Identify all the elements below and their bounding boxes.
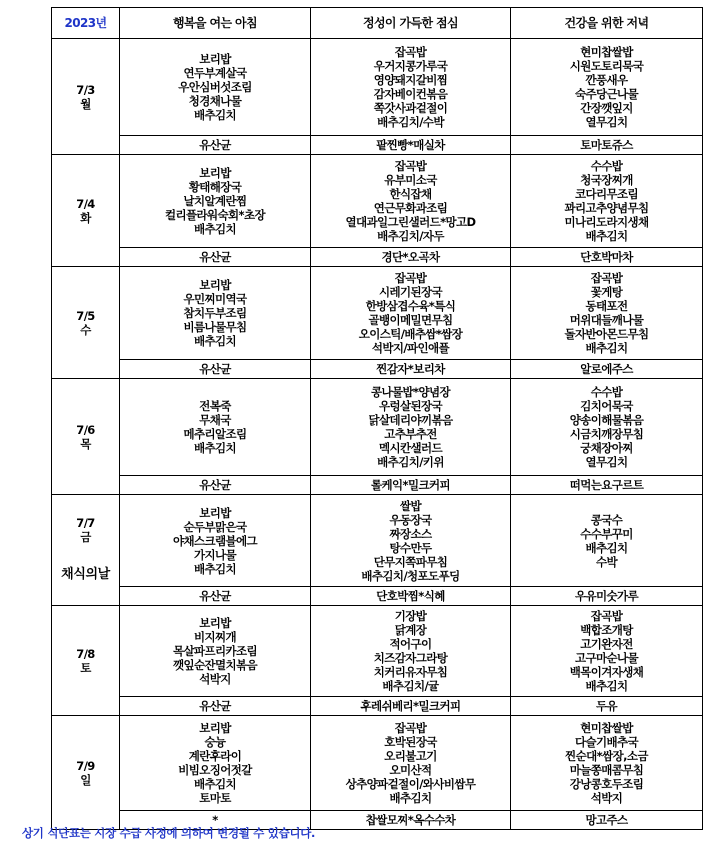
lunch-cell [311,716,511,811]
snack-row [52,476,703,495]
lunch-item: 우렁살된장국 [378,399,443,413]
dinner-item: 백합조개탕 [580,623,633,637]
breakfast-item: 비름나물무침 [183,320,247,334]
dinner-snack-cell: 단호박마차 [511,248,703,267]
breakfast-item: 배추김치 [193,108,237,122]
dinner-item: 콩국수 [590,512,623,527]
dinner-item: 수수밥 [590,159,623,173]
dinner-item: 미나리도라지생채 [564,215,649,229]
dinner-snack-cell: 망고주스 [511,811,703,830]
lunch-item: 석박지/파인애플 [371,341,450,355]
breakfast-item: 보리밥 [199,505,231,520]
dinner-item: 잡곡밥 [590,609,623,623]
day-date: 7/4 [76,196,95,211]
breakfast-cell [120,267,311,360]
breakfast-item: 비지찌개 [193,630,237,644]
dinner-item: 다슬기배추국 [574,735,639,749]
lunch-item: 단무지쪽파무침 [373,554,448,569]
breakfast-snack-cell: 유산균 [120,697,311,716]
breakfast-item: 우민찌미역국 [183,292,247,306]
dinner-item: 김치어묵국 [580,399,633,413]
breakfast-item: 무채국 [199,413,231,427]
dinner-header: 건강을 위한 저녁 [511,8,703,39]
day-row [52,267,703,360]
lunch-item: 닭계장 [394,623,427,637]
lunch-item: 쌀밥 [399,498,422,513]
lunch-item: 유부미소국 [384,173,437,187]
breakfast-item: 보리밥 [199,721,231,735]
breakfast-cell [120,155,311,248]
lunch-item: 잡곡밥 [394,271,427,285]
lunch-item: 연근무화과조림 [373,201,448,215]
dinner-item: 깐풍새우 [585,73,628,87]
day-date: 7/5 [76,308,95,323]
breakfast-item: 숭늉 [204,735,226,749]
footer-note: 상기 식단표는 시장 수급 사정에 의하여 변경될 수 있습니다. [22,826,316,840]
dinner-item: 궁채장아찌 [580,441,633,455]
breakfast-snack-cell: 유산균 [120,248,311,267]
lunch-header: 정성이 가득한 점심 [311,8,511,39]
snack-row [52,587,703,606]
lunch-item: 배추김치/키위 [377,455,444,469]
lunch-item: 우동장국 [389,512,432,527]
lunch-cell [311,379,511,476]
day-row [52,495,703,587]
year-header: 2023년 [52,8,120,39]
day-weekday: 일 [80,772,91,787]
dinner-item: 시금치깨장무침 [569,427,644,441]
lunch-cell [311,606,511,697]
table-header-row [52,8,703,39]
breakfast-snack-cell: * [120,811,311,830]
lunch-item: 탕수만두 [389,540,432,555]
dinner-item: 숙주당근나물 [574,87,639,101]
dinner-snack-cell: 토마토쥬스 [511,136,703,155]
lunch-item: 치커리유자무침 [373,665,448,679]
breakfast-snack-cell: 유산균 [120,360,311,379]
lunch-item: 적어구이 [389,637,432,651]
breakfast-item: 보리밥 [199,616,231,630]
dinner-item: 현미찹쌀밥 [580,721,633,735]
lunch-item: 잡곡밥 [394,159,427,173]
breakfast-cell [120,716,311,811]
dinner-cell [511,267,703,360]
lunch-snack-cell: 찹쌀모찌*옥수수차 [311,811,511,830]
dinner-snack-cell: 두유 [511,697,703,716]
lunch-item: 배추김치/청포도푸딩 [361,568,460,583]
lunch-item: 고추부추전 [384,427,437,441]
lunch-cell [311,155,511,248]
breakfast-item: 목살파프리카조림 [172,644,258,658]
dinner-cell [511,39,703,136]
lunch-item: 감자베이컨볶음 [373,87,448,101]
lunch-item: 영양돼지갈비찜 [373,73,448,87]
breakfast-item: 배추김치 [193,441,237,455]
dinner-snack-cell: 우유미숫가루 [511,587,703,606]
breakfast-item: 전복죽 [199,399,231,413]
dinner-item: 양송이해물볶음 [569,413,644,427]
day-date: 7/6 [76,422,95,437]
breakfast-snack-cell: 유산균 [120,587,311,606]
lunch-item: 시레기된장국 [378,285,443,299]
dinner-cell [511,155,703,248]
day-date: 7/9 [76,758,95,773]
day-label-cell [52,267,120,379]
day-row [52,155,703,248]
day-weekday: 금 [80,530,91,544]
breakfast-item: 배추김치 [193,561,237,576]
lunch-item: 골뱅이메밀면무침 [368,313,453,327]
breakfast-item: 비빔오징어젓갈 [178,763,252,777]
breakfast-item: 야채스크램블에그 [172,533,258,548]
breakfast-item: 메추리알조림 [183,427,247,441]
breakfast-item: 보리밥 [199,166,231,180]
day-date: 7/8 [76,646,95,661]
snack-row [52,697,703,716]
lunch-item: 호박된장국 [384,735,437,749]
dinner-cell [511,606,703,697]
day-special-label: 채식의날 [61,567,110,582]
lunch-snack-cell: 경단*오곡차 [311,248,511,267]
day-weekday: 토 [80,660,91,675]
lunch-snack-cell: 찐감자*보리차 [311,360,511,379]
dinner-item: 고기완자전 [580,637,633,651]
breakfast-item: 순두부맑은국 [183,519,247,534]
lunch-item: 짜장소스 [389,526,432,541]
dinner-item: 간장깻잎지 [580,101,633,115]
day-row [52,606,703,697]
dinner-item: 돌자반아몬드무침 [564,327,649,341]
dinner-item: 수수밥 [590,385,623,399]
dinner-snack-cell: 떠먹는요구르트 [511,476,703,495]
dinner-item: 열무김치 [585,455,628,469]
breakfast-item: 토마토 [199,791,231,805]
snack-row [52,360,703,379]
day-label-cell [52,495,120,606]
breakfast-item: 깻잎순잔멸치볶음 [172,658,258,672]
breakfast-item: 배추김치 [193,334,237,348]
day-row [52,716,703,811]
day-row [52,379,703,476]
lunch-item: 멕시칸샐러드 [378,441,443,455]
day-label-cell [52,379,120,495]
lunch-item: 잡곡밥 [394,721,427,735]
breakfast-item: 가지나물 [193,547,237,562]
dinner-item: 석박지 [590,791,623,805]
lunch-item: 닭살데리야끼볶음 [368,413,453,427]
breakfast-item: 배추김치 [193,777,237,791]
dinner-item: 배추김치 [585,229,628,243]
day-weekday: 월 [80,96,91,111]
day-row [52,39,703,136]
lunch-item: 열대과일그린샐러드*망고D [345,215,476,229]
snack-row [52,248,703,267]
dinner-cell [511,379,703,476]
day-weekday: 목 [80,436,91,451]
lunch-snack-cell: 팥찐빵*매실차 [311,136,511,155]
breakfast-item: 날치알계란찜 [183,194,247,208]
dinner-item: 꽈리고추양념무침 [564,201,649,215]
breakfast-item: 청경채나물 [188,94,242,108]
dinner-cell [511,716,703,811]
breakfast-item: 계란후라이 [188,749,242,763]
lunch-item: 오미산적 [389,763,432,777]
day-label-cell [52,716,120,830]
dinner-item: 청국장찌개 [580,173,633,187]
day-date: 7/3 [76,82,95,97]
dinner-item: 꽃게탕 [590,285,623,299]
lunch-item: 배추김치 [389,791,432,805]
breakfast-item: 배추김치 [193,222,237,236]
dinner-item: 열무김치 [585,115,628,129]
lunch-item: 배추김치/자두 [377,229,444,243]
breakfast-cell [120,495,311,587]
day-label-cell [52,155,120,267]
breakfast-item: 참치두부조림 [183,306,247,320]
day-weekday: 수 [80,322,91,337]
day-weekday: 화 [80,210,91,225]
meal-plan-table [51,7,703,830]
dinner-item: 현미찹쌀밥 [580,45,633,59]
breakfast-header: 행복을 여는 아침 [120,8,311,39]
breakfast-cell [120,379,311,476]
breakfast-cell [120,606,311,697]
dinner-item: 코다리무조림 [574,187,639,201]
dinner-item: 수박 [595,554,618,569]
lunch-snack-cell: 단호박찜*식혜 [311,587,511,606]
dinner-snack-cell: 알로에주스 [511,360,703,379]
lunch-item: 기장밥 [394,609,427,623]
lunch-item: 콩나물밥*양념장 [371,385,450,399]
breakfast-item: 보리밥 [199,52,231,66]
dinner-item: 강낭콩호두조림 [569,777,644,791]
dinner-item: 배추김치 [585,540,628,555]
dinner-item: 시원도토리묵국 [569,59,644,73]
dinner-item: 배추김치 [585,341,628,355]
breakfast-item: 황태해장국 [188,180,242,194]
dinner-item: 잡곡밥 [590,271,623,285]
lunch-item: 오리불고기 [384,749,437,763]
lunch-item: 치즈감자그라탕 [373,651,448,665]
breakfast-item: 보리밥 [199,278,231,292]
day-label-cell [52,39,120,155]
dinner-item: 백목이겨자생채 [569,665,644,679]
breakfast-item: 우안심버섯조림 [178,80,252,94]
dinner-cell [511,495,703,587]
lunch-item: 오이스틱/배추쌈*쌈장 [358,327,463,341]
lunch-cell [311,267,511,360]
breakfast-item: 연두부계살국 [183,66,247,80]
lunch-item: 잡곡밥 [394,45,427,59]
day-date: 7/7 [76,516,95,530]
lunch-cell [311,495,511,587]
lunch-item: 상추양파겉절이/와사비쌈무 [345,777,476,791]
lunch-item: 한방삼겹수육*특식 [365,299,456,313]
dinner-item: 마늘쫑매콤무침 [569,763,644,777]
dinner-item: 배추김치 [585,679,628,693]
lunch-snack-cell: 롤케익*밀크커피 [311,476,511,495]
lunch-item: 배추김치/귤 [382,679,439,693]
breakfast-item: 컬리플라워숙회*초장 [165,208,265,222]
dinner-item: 수수부꾸미 [580,526,633,541]
breakfast-item: 석박지 [199,672,231,686]
lunch-cell [311,39,511,136]
dinner-item: 동태포전 [585,299,628,313]
breakfast-cell [120,39,311,136]
day-label-cell [52,606,120,716]
lunch-item: 배추김치/수박 [377,115,444,129]
snack-row [52,136,703,155]
breakfast-snack-cell: 유산균 [120,476,311,495]
lunch-item: 우거지콩가루국 [373,59,448,73]
dinner-item: 고구마순나물 [574,651,639,665]
dinner-item: 머위대들깨나물 [569,313,644,327]
lunch-snack-cell: 후레쉬베리*밀크커피 [311,697,511,716]
lunch-item: 쪽갓사과겉절이 [373,101,448,115]
meal-plan-body [52,39,703,830]
breakfast-snack-cell: 유산균 [120,136,311,155]
lunch-item: 한식잡채 [389,187,432,201]
dinner-item: 찐순대*쌈장,소금 [565,749,648,763]
